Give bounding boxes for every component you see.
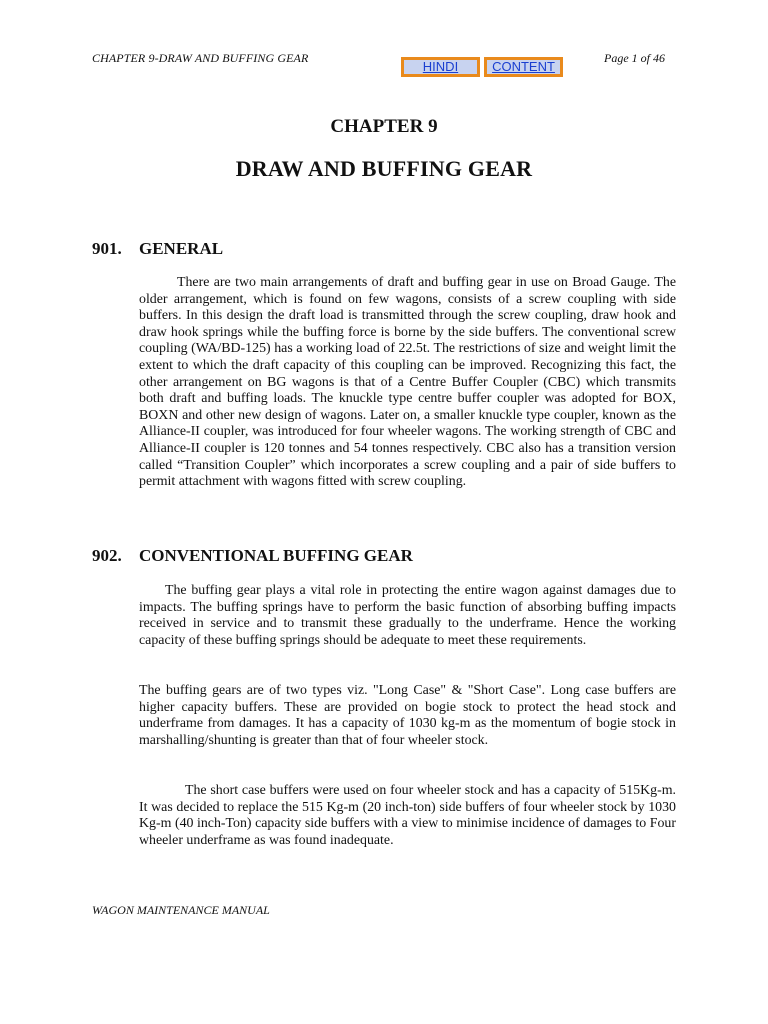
hindi-button[interactable]: HINDI xyxy=(401,57,480,77)
chapter-number: CHAPTER 9 xyxy=(330,116,438,137)
section-title: CONVENTIONAL BUFFING GEAR xyxy=(139,546,413,565)
section-heading-902 xyxy=(92,546,413,566)
paragraph-short-case: The short case buffers were used on four wheeler stock and has a capacity of 515Kg-m. It was decided to replace the 515 Kg-m (20 inch-ton) side buffers of four wheeler stock by 1030 Kg-m (40 inch-Ton) capacity side buffers with a view to minimise incidence of damages to Four wheeler underframe as was found inadequate. xyxy=(139,783,676,848)
section-title: GENERAL xyxy=(139,239,224,258)
chapter-title: DRAW AND BUFFING GEAR xyxy=(235,156,533,181)
paragraph-buffing-types: The buffing gears are of two types viz. "Long Case" & "Short Case". Long case buffers are higher capacity buffers. These are provided on bogie stock to protect the head stock and underframe from damages. It has a capacity of 1030 kg-m as the momentum of bogie stock in marshalling/shunting is greater than that of four wheeler stock. xyxy=(139,683,676,748)
running-header-chapter: CHAPTER 9-DRAW AND BUFFING GEAR xyxy=(92,51,309,65)
footer-manual-title: WAGON MAINTENANCE MANUAL xyxy=(92,903,270,917)
paragraph-general: There are two main arrangements of draft and buffing gear in use on Broad Gauge. The older arrangement, which is found on few wagons, consists of a screw coupling with side buffers. In this design the draft load is transmitted through the screw coupling, draw hook and draw hook springs while the buffing force is borne by the side buffers. The conventional screw coupling (WA/BD-125) has a working load of 22.5t. The restrictions of size and weight limit the extent to which the draft capacity of this coupling can be improved. Recognizing this fact, the other arrangement on BG wagons is that of a Centre Buffer Coupler (CBC) which transmits both draft and buffing loads. The knuckle type centre buffer coupler was adopted for BOX, BOXN and other new design of wagons. Later on, a smaller knuckle type coupler, known as the Alliance-II coupler, was introduced for four wheeler wagons. The working strength of CBC and Alliance-II coupler is 120 tonnes and 54 tonnes respectively. CBC also has a transition version called “Transition Coupler” which incorporates a screw coupling and a pair of side buffers to permit attachment with wagons fitted with screw coupling. xyxy=(139,275,676,490)
content-button[interactable]: CONTENT xyxy=(484,57,563,77)
paragraph-buffing-role: The buffing gear plays a vital role in protecting the entire wagon against damages due to impacts. The buffing springs have to perform the basic function of absorbing buffing impacts received in service and to transmit these gradually to the underframe. Hence the working capacity of these buffing springs should be adequate to meet these requirements. xyxy=(139,583,676,648)
section-heading-901 xyxy=(92,239,223,259)
section-number: 902. xyxy=(92,546,122,565)
page-indicator: Page 1 of 46 xyxy=(604,51,665,65)
section-number: 901. xyxy=(92,239,122,258)
